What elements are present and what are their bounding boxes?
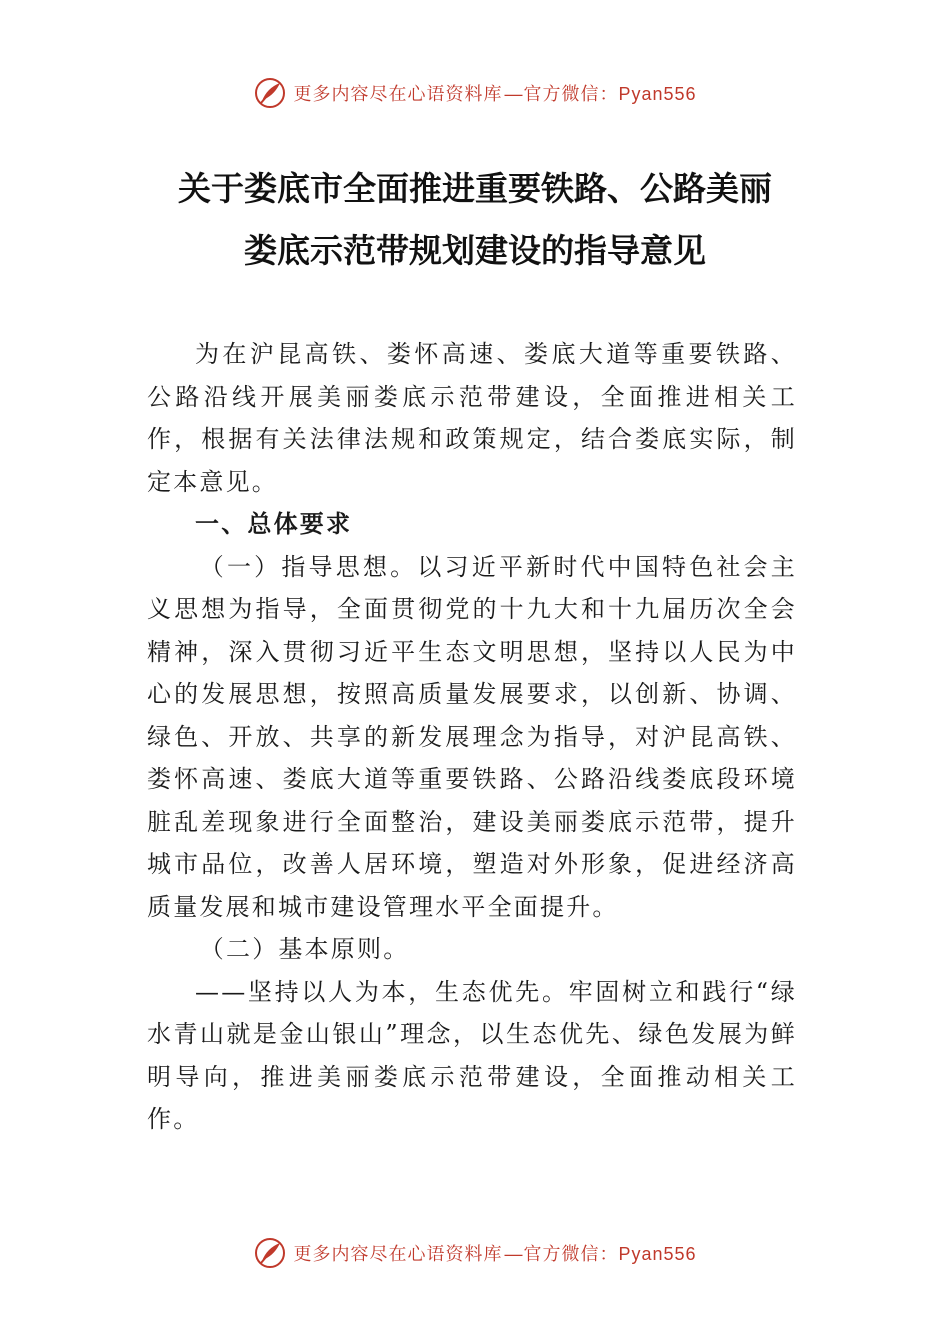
principles-heading: （二）基本原则。 xyxy=(199,935,410,963)
watermark-header xyxy=(0,73,950,113)
guiding-ideology-paragraph: （一）指导思想。以习近平新时代中国特色社会主义思想为指导，全面贯彻党的十九大和十九届历次全会精神，深入贯彻习近平生态文明思想，坚持以人民为中心的发展思想，按照高质量发展要求，以创新、协调、绿色、开放、共享的新发展理念为指导，对沪昆高铁、娄怀高速、娄底大道等重要铁路、公路沿线娄底段环境脏乱差现象进行全面整治，建设美丽娄底示范带，提升城市品位，改善人居环境，塑造对外形象，促进经济高质量发展和城市建设管理水平全面提升。 xyxy=(147,552,797,921)
document-body xyxy=(147,333,797,1141)
watermark-contact-text: —官方微信：Pyan556 xyxy=(504,84,697,104)
intro-paragraph: 为在沪昆高铁、娄怀高速、娄底大道等重要铁路、公路沿线开展美丽娄底示范带建设，全面推进相关工作，根据有关法律法规和政策规定，结合娄底实际，制定本意见。 xyxy=(147,340,797,496)
watermark-contact-text: —官方微信：Pyan556 xyxy=(504,1244,697,1264)
title-line-1: 关于娄底市全面推进重要铁路、公路美丽 xyxy=(178,169,772,208)
quill-logo-icon xyxy=(253,1236,287,1270)
section-heading: 一、总体要求 xyxy=(195,510,353,538)
watermark-footer xyxy=(0,1233,950,1273)
principle-paragraph: ——坚持以人为本，生态优先。牢固树立和践行“绿水青山就是金山银山”理念，以生态优先、绿色发展为鲜明导向，推进美丽娄底示范带建设，全面推动相关工作。 xyxy=(147,977,797,1133)
document-title xyxy=(0,158,950,282)
watermark-main-text: 更多内容尽在心语资料库 xyxy=(293,1244,503,1265)
title-line-2: 娄底示范带规划建设的指导意见 xyxy=(244,231,706,270)
watermark-main-text: 更多内容尽在心语资料库 xyxy=(293,84,503,105)
quill-logo-icon xyxy=(253,76,287,110)
